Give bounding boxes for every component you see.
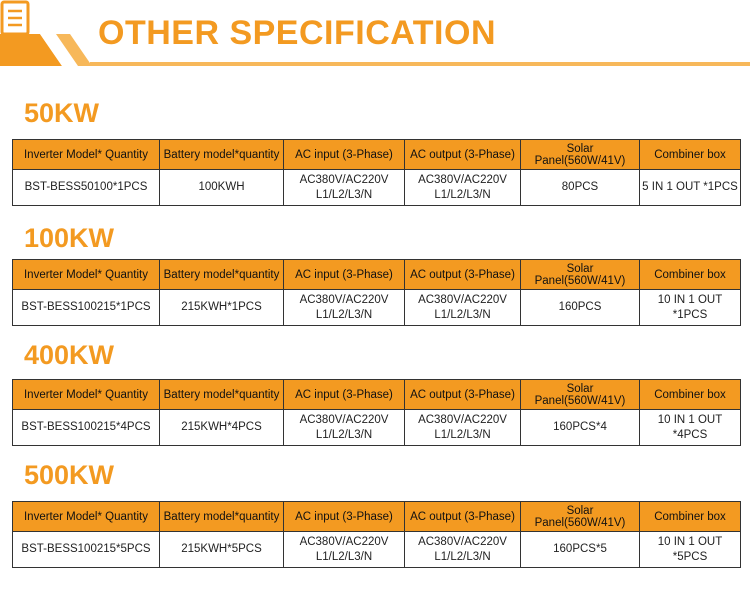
table-cell: 100KWH [160, 170, 284, 206]
table-header-row [13, 140, 741, 170]
table-cell: AC380V/AC220V L1/L2/L3/N [405, 532, 521, 568]
table-cell: 160PCS*5 [521, 532, 640, 568]
column-header: Battery model*quantity [160, 140, 284, 170]
page-title: OTHER SPECIFICATION [98, 14, 496, 52]
column-header: Battery model*quantity [160, 260, 284, 290]
column-header: Combiner box [640, 260, 741, 290]
table-cell: AC380V/AC220V L1/L2/L3/N [284, 170, 405, 206]
column-header: AC input (3-Phase) [284, 260, 405, 290]
table-header-row [13, 502, 741, 532]
column-header: AC output (3-Phase) [405, 140, 521, 170]
table-cell: 80PCS [521, 170, 640, 206]
table-cell: 215KWH*4PCS [160, 410, 284, 446]
table-cell: BST-BESS100215*5PCS [13, 532, 160, 568]
column-header: Combiner box [640, 140, 741, 170]
table-cell: BST-BESS50100*1PCS [13, 170, 160, 206]
table-cell: 215KWH*5PCS [160, 532, 284, 568]
column-header: Solar Panel(560W/41V) [521, 140, 640, 170]
column-header: AC input (3-Phase) [284, 502, 405, 532]
table-row [13, 290, 741, 326]
column-header: Inverter Model* Quantity [13, 140, 160, 170]
header-band [0, 0, 750, 66]
table-cell: AC380V/AC220V L1/L2/L3/N [405, 170, 521, 206]
table-cell: AC380V/AC220V L1/L2/L3/N [284, 532, 405, 568]
document-list-icon [0, 0, 30, 36]
table-cell: 215KWH*1PCS [160, 290, 284, 326]
column-header: Combiner box [640, 380, 741, 410]
column-header: AC output (3-Phase) [405, 380, 521, 410]
section-title-50kw: 50KW [24, 98, 100, 128]
table-cell: BST-BESS100215*4PCS [13, 410, 160, 446]
column-header: AC input (3-Phase) [284, 140, 405, 170]
table-cell: AC380V/AC220V L1/L2/L3/N [405, 410, 521, 446]
table-cell: BST-BESS100215*1PCS [13, 290, 160, 326]
table-cell: AC380V/AC220V L1/L2/L3/N [284, 410, 405, 446]
table-cell: 10 IN 1 OUT *1PCS [640, 290, 741, 326]
section-title-400kw: 400KW [24, 340, 115, 370]
column-header: Combiner box [640, 502, 741, 532]
spec-table-50kw [12, 139, 741, 206]
section-title-100kw: 100KW [24, 223, 115, 253]
table-cell: 5 IN 1 OUT *1PCS [640, 170, 741, 206]
table-cell: AC380V/AC220V L1/L2/L3/N [405, 290, 521, 326]
column-header: Battery model*quantity [160, 380, 284, 410]
column-header: Battery model*quantity [160, 502, 284, 532]
section-title-500kw: 500KW [24, 460, 115, 490]
column-header: AC input (3-Phase) [284, 380, 405, 410]
column-header: Inverter Model* Quantity [13, 380, 160, 410]
spec-table-100kw [12, 259, 741, 326]
table-row [13, 532, 741, 568]
column-header: Inverter Model* Quantity [13, 502, 160, 532]
table-cell: 160PCS*4 [521, 410, 640, 446]
table-row [13, 170, 741, 206]
column-header: Solar Panel(560W/41V) [521, 380, 640, 410]
table-cell: 10 IN 1 OUT *5PCS [640, 532, 741, 568]
table-header-row [13, 380, 741, 410]
column-header: AC output (3-Phase) [405, 502, 521, 532]
spec-table-400kw [12, 379, 741, 446]
table-cell: AC380V/AC220V L1/L2/L3/N [284, 290, 405, 326]
spec-table-500kw [12, 501, 741, 568]
table-cell: 10 IN 1 OUT *4PCS [640, 410, 741, 446]
table-row [13, 410, 741, 446]
table-cell: 160PCS [521, 290, 640, 326]
column-header: AC output (3-Phase) [405, 260, 521, 290]
column-header: Solar Panel(560W/41V) [521, 260, 640, 290]
table-header-row [13, 260, 741, 290]
column-header: Solar Panel(560W/41V) [521, 502, 640, 532]
column-header: Inverter Model* Quantity [13, 260, 160, 290]
